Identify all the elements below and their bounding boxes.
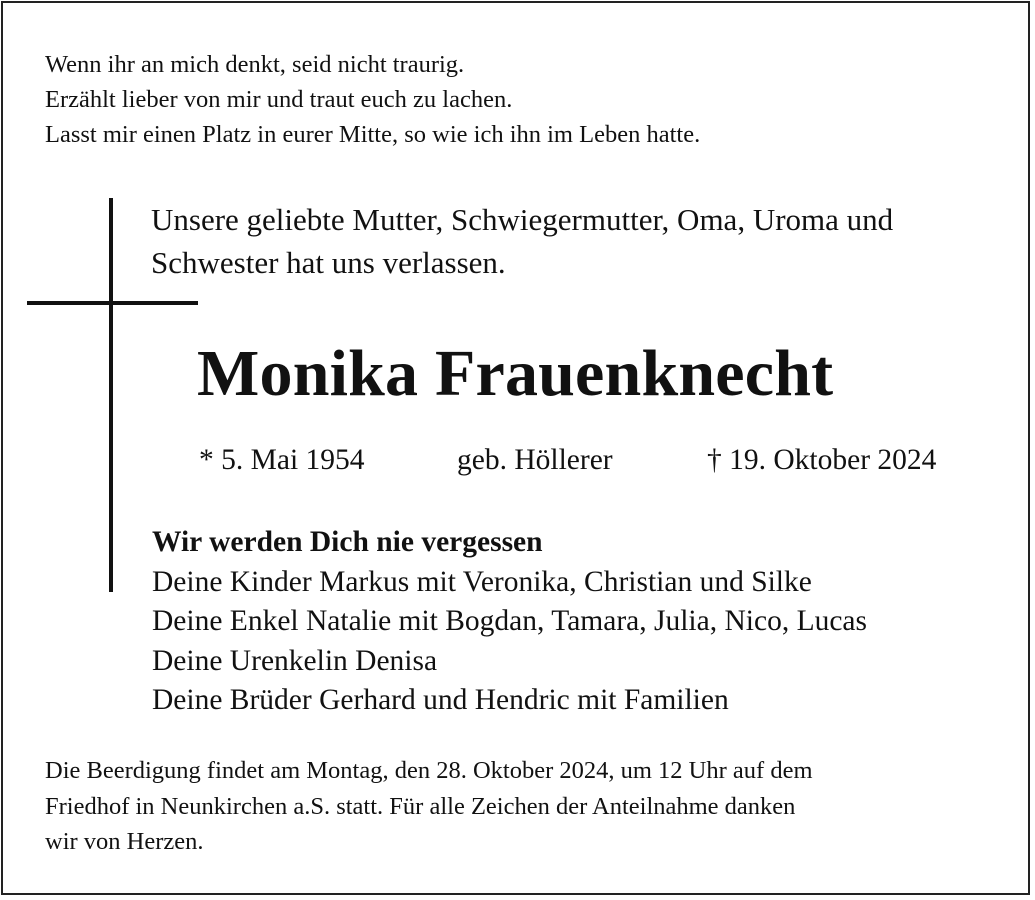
cross-icon [109,198,113,592]
intro-text [151,198,893,284]
maiden-name: geb. Höllerer [457,444,613,476]
funeral-line: Die Beerdigung findet am Montag, den 28. Oktober 2024, um 12 Uhr auf dem [45,757,813,784]
death-date: † 19. Oktober 2024 [707,444,937,476]
poem-line: Lasst mir einen Platz in eurer Mitte, so wie ich ihn im Leben hatte. [45,121,701,148]
intro-line: Unsere geliebte Mutter, Schwiegermutter, Oma, Uroma und [151,202,894,237]
poem-line: Wenn ihr an mich denkt, seid nicht traurig. [45,51,465,78]
family-line: Deine Enkel Natalie mit Bogdan, Tamara, Julia, Nico, Lucas [152,605,868,637]
poem-line: Erzählt lieber von mir und traut euch zu lachen. [45,86,513,113]
birth-date: * 5. Mai 1954 [199,444,365,476]
funeral-info [45,753,813,860]
cross-icon-bar [27,301,198,305]
deceased-name: Monika Frauenknecht [197,337,834,410]
funeral-line: wir von Herzen. [45,828,204,855]
family-heading: Wir werden Dich nie vergessen [152,526,543,558]
family-list [152,523,867,721]
family-line: Deine Urenkelin Denisa [152,644,438,677]
intro-line: Schwester hat uns verlassen. [151,245,506,280]
family-line: Deine Brüder Gerhard und Hendric mit Familien [152,684,729,716]
funeral-line: Friedhof in Neunkirchen a.S. statt. Für alle Zeichen der Anteilnahme danken [45,792,796,820]
poem [45,47,700,152]
family-line: Deine Kinder Markus mit Veronika, Christian und Silke [152,565,812,598]
